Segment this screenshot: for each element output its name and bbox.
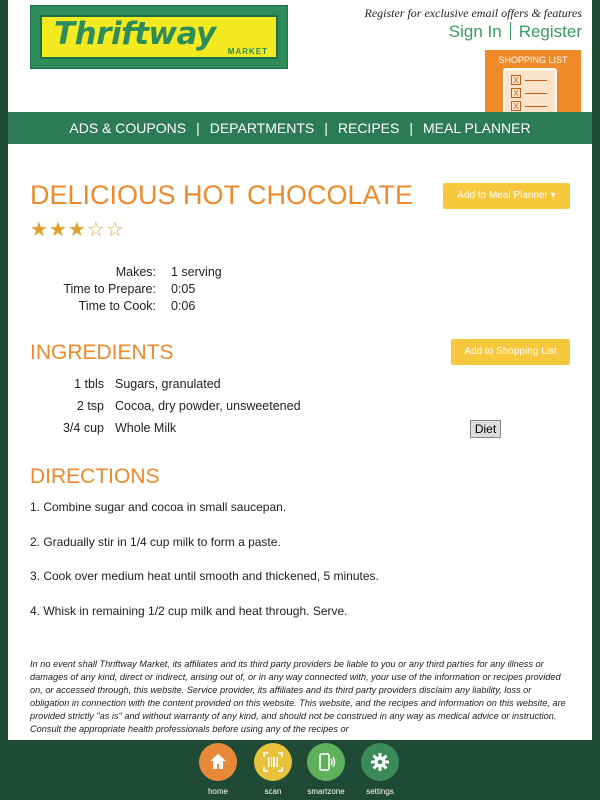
recipe-meta-labels (28, 264, 156, 315)
sign-in-link[interactable]: Sign In (448, 22, 502, 41)
shopping-list-button[interactable] (485, 50, 581, 112)
add-to-shopping-list-button[interactable]: Add to Shopping List (451, 339, 570, 365)
ingredient-qty: 2 tsp (76, 399, 104, 413)
nav-departments[interactable]: DEPARTMENTS (209, 120, 315, 136)
ingredient-name: Sugars, granulated (115, 377, 221, 391)
bottom-nav-label: scan (264, 787, 282, 796)
ingredient-name: Whole Milk (115, 421, 177, 435)
phone-signal-icon (307, 743, 345, 781)
recipe-meta-values (171, 264, 222, 315)
prep-time-value: 0:05 (171, 282, 196, 296)
main-nav (8, 112, 592, 144)
add-to-meal-planner-button[interactable]: Add to Meal Planner ▾ (443, 183, 570, 209)
register-link[interactable]: Register (518, 22, 582, 41)
bottom-nav-settings[interactable] (352, 743, 408, 796)
cook-time-label: Time to Cook: (78, 299, 156, 313)
direction-step: 4. Whisk in remaining 1/2 cup milk and heat through. Serve. (30, 603, 348, 618)
nav-separator: | (324, 120, 328, 136)
auth-links (449, 22, 582, 42)
ingredient-qty: 3/4 cup (62, 421, 104, 435)
ingredient-names (115, 375, 301, 441)
logo-subtext: MARKET (227, 47, 268, 56)
clipboard-icon: X X X (503, 68, 557, 118)
direction-step: 2. Gradually stir in 1/4 cup milk to form a paste. (30, 534, 281, 549)
shopping-list-label: SHOPPING LIST (498, 55, 568, 65)
makes-label: Makes: (115, 265, 156, 279)
recipe-title: DELICIOUS HOT CHOCOLATE (30, 180, 414, 210)
star-icon[interactable]: ★ (30, 219, 48, 241)
directions-list (30, 499, 570, 637)
thriftway-logo[interactable] (30, 5, 288, 69)
ingredients-heading: INGREDIENTS (30, 341, 174, 364)
directions-heading: DIRECTIONS (30, 465, 160, 488)
logo-text: Thriftway (54, 16, 216, 52)
nav-separator: | (196, 120, 200, 136)
ingredient-name: Cocoa, dry powder, unsweetened (115, 399, 301, 413)
nav-recipes[interactable]: RECIPES (337, 120, 400, 136)
star-rating[interactable] (30, 220, 125, 241)
direction-step: 1. Combine sugar and cocoa in small saucepan. (30, 500, 287, 514)
auth-divider (510, 22, 511, 40)
prep-time-label: Time to Prepare: (63, 282, 156, 296)
bottom-nav-scan[interactable] (245, 743, 301, 796)
ingredient-qty: 1 tbls (74, 377, 104, 391)
bottom-nav-label: home (207, 787, 228, 796)
register-promo-text: Register for exclusive email offers & features (364, 6, 582, 20)
bottom-nav-label: smartzone (307, 787, 345, 796)
barcode-icon (254, 743, 292, 781)
legal-disclaimer: In no event shall Thriftway Market, its affiliates and its third party providers be liable to you or any third parties for any illness or damages of any kind, direct or indirect, arising out of, or in any way connected with, your use of the information or recipes provided on, or accessed through, this website. Service provider, its affiliates and its third party providers disclaim any liability, loss or obligation in connection with the content provided on this website. This website, and the recipes and information on this website, are provided strictly "as is" and without warranty of any kind, and should not be construed in any way as medical advice or instruction. Consult the appropriate health professionals before using any of the recipes or (30, 659, 566, 734)
nav-ads-coupons[interactable]: ADS & COUPONS (69, 120, 187, 136)
makes-value: 1 serving (171, 265, 222, 279)
star-icon[interactable]: ★ (67, 219, 86, 241)
star-icon[interactable]: ☆ (86, 219, 105, 241)
diet-button[interactable]: Diet (470, 420, 501, 438)
direction-step: 3. Cook over medium heat until smooth and thickened, 5 minutes. (30, 569, 379, 583)
star-icon[interactable]: ☆ (105, 219, 124, 241)
nav-separator: | (409, 120, 413, 136)
cook-time-value: 0:06 (171, 299, 196, 313)
bottom-nav-label: settings (366, 787, 394, 796)
star-icon[interactable]: ★ (48, 219, 67, 241)
gear-icon (361, 743, 399, 781)
bottom-nav-smartzone[interactable] (298, 743, 354, 796)
bottom-nav (0, 740, 600, 800)
bottom-nav-home[interactable] (190, 743, 246, 796)
page (8, 0, 592, 740)
nav-meal-planner[interactable]: MEAL PLANNER (422, 120, 531, 136)
home-icon (199, 743, 237, 781)
ingredient-quantities (30, 375, 104, 441)
